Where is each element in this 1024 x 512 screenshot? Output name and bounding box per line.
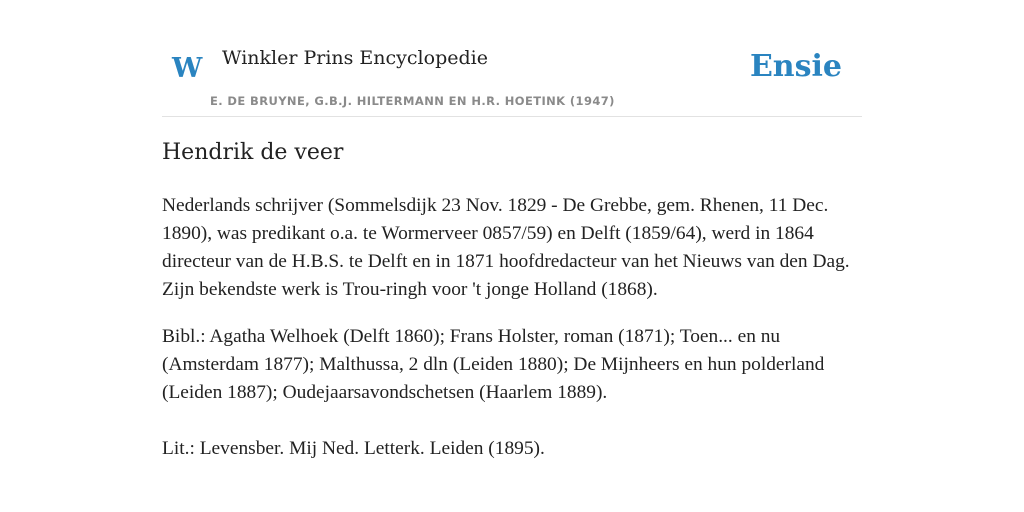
winkler-prins-logo: W [172, 53, 203, 84]
ensie-brand-link[interactable]: Ensie [749, 49, 842, 84]
entry-title: Hendrik de veer [162, 140, 344, 165]
entry-paragraph-literature: Lit.: Levensber. Mij Ned. Letterk. Leiden (1895). [162, 438, 545, 459]
entry-paragraph-biography: Nederlands schrijver (Sommelsdijk 23 Nov. 1829 - De Grebbe, gem. Rhenen, 11 Dec. 1890), was predikant o.a. te Wormerveer 0857/59) en Delft (1859/64), werd in 1864 directeur van de H.B.S. te Delft en in 1871 hoofdredacteur van het Nieuws van den Dag. Zijn bekendste werk is Trou-ringh voor 't jonge Holland (1868). [162, 195, 850, 300]
page [162, 0, 862, 512]
source-title[interactable]: Winkler Prins Encyclopedie [222, 47, 488, 69]
entry-paragraph-bibliography: Bibl.: Agatha Welhoek (Delft 1860); Frans Holster, roman (1871); Toen... en nu (Amsterdam 1877); Malthussa, 2 dln (Leiden 1880); De Mijnheers en hun polderland (Leiden 1887); Oudejaarsavondschetsen (Haarlem 1889). [162, 326, 825, 403]
source-header [162, 0, 862, 117]
source-authors: E. DE BRUYNE, G.B.J. HILTERMANN EN H.R. HOETINK (1947) [210, 94, 615, 108]
